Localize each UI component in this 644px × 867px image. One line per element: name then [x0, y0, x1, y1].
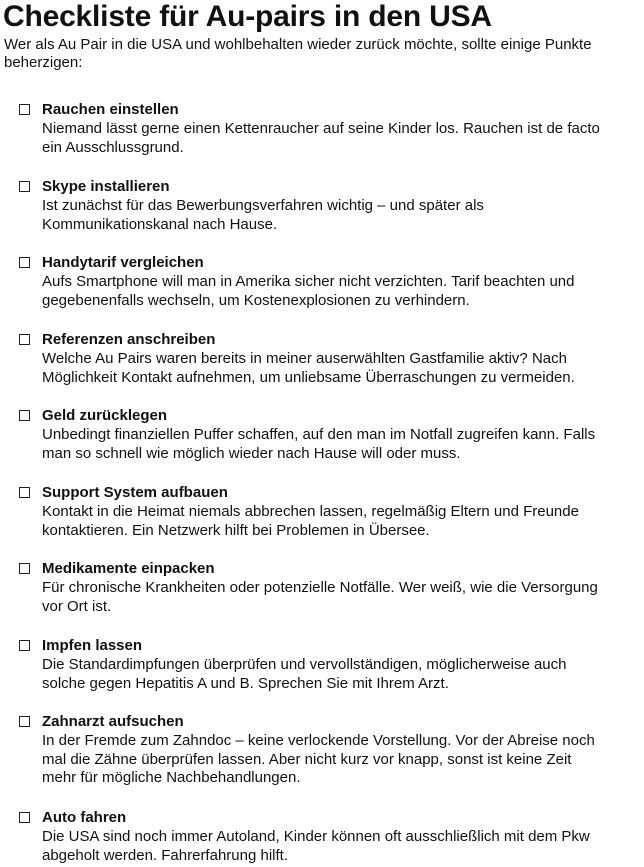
- checkbox[interactable]: [19, 257, 30, 268]
- description-line: vor Ort ist.: [42, 597, 112, 615]
- item-title: Medikamente einpacken: [42, 560, 215, 577]
- description-line: Möglichkeit Kontakt aufnehmen, um unliebsame Überraschungen zu vermeiden.: [42, 368, 575, 386]
- item-title: Impfen lassen: [42, 637, 143, 654]
- description-line: Kommunikationskanal nach Hause.: [42, 215, 278, 233]
- description-line: abgeholt werden. Fahrerfahrung hilft.: [42, 846, 288, 864]
- checkbox[interactable]: [19, 104, 30, 115]
- intro-line: Wer als Au Pair in die USA und wohlbehalten wieder zurück möchte, sollte einige Punkte: [4, 36, 592, 53]
- item-description: [42, 350, 644, 387]
- checkbox[interactable]: [19, 640, 30, 651]
- item-title: Auto fahren: [42, 809, 127, 826]
- checkbox[interactable]: [19, 812, 30, 823]
- checkbox[interactable]: [19, 410, 30, 421]
- checkbox[interactable]: [19, 716, 30, 727]
- checkbox[interactable]: [19, 563, 30, 574]
- description-line: mehr für mögliche Nachbehandlungen.: [42, 769, 301, 786]
- item-description: [42, 120, 644, 157]
- description-line: kontaktieren. Ein Netzwerk hilft bei Problemen in Übersee.: [42, 521, 430, 539]
- checkbox[interactable]: [19, 334, 30, 345]
- description-line: ein Ausschlussgrund.: [42, 138, 184, 156]
- item-description: [42, 732, 644, 788]
- description-line: man so schnell wie möglich wieder nach Hause will oder muss.: [42, 444, 461, 462]
- item-title: Handytarif vergleichen: [42, 254, 204, 271]
- description-line: gegebenenfalls wechseln, um Kostenexplosionen zu verhindern.: [42, 291, 470, 309]
- item-title: Rauchen einstellen: [42, 101, 179, 118]
- item-title: Support System aufbauen: [42, 484, 228, 501]
- description-line: Kontakt in die Heimat niemals abbrechen lassen, regelmäßig Eltern und Freunde: [42, 503, 579, 520]
- item-description: [42, 503, 644, 540]
- item-description: [42, 197, 644, 234]
- item-title: Skype installieren: [42, 178, 170, 195]
- item-description: [42, 426, 644, 463]
- description-line: In der Fremde zum Zahndoc – keine verlockende Vorstellung. Vor der Abreise noch: [42, 732, 595, 749]
- description-line: Die Standardimpfungen überprüfen und vervollständigen, möglicherweise auch: [42, 656, 567, 673]
- page-title: Checkliste für Au-pairs in den USA: [3, 0, 492, 33]
- checkbox[interactable]: [19, 181, 30, 192]
- item-description: [42, 273, 644, 310]
- description-line: Für chronische Krankheiten oder potenzielle Notfälle. Wer weiß, wie die Versorgung: [42, 579, 598, 596]
- description-line: Die USA sind noch immer Autoland, Kinder können oft ausschließlich mit dem Pkw: [42, 828, 590, 845]
- item-description: [42, 656, 644, 693]
- description-line: Unbedingt finanziellen Puffer schaffen, auf den man im Notfall zugreifen kann. Falls: [42, 426, 596, 443]
- description-line: Niemand lässt gerne einen Kettenraucher auf seine Kinder los. Rauchen ist de facto: [42, 120, 600, 137]
- item-description: [42, 579, 644, 616]
- item-title: Zahnarzt aufsuchen: [42, 713, 184, 730]
- intro-line: beherzigen:: [4, 54, 83, 71]
- description-line: Aufs Smartphone will man in Amerika sicher nicht verzichten. Tarif beachten und: [42, 273, 575, 290]
- description-line: solche gegen Hepatitis A und B. Sprechen Sie mit Ihrem Arzt.: [42, 674, 449, 692]
- description-line: Ist zunächst für das Bewerbungsverfahren wichtig – und später als: [42, 197, 484, 214]
- item-title: Geld zurücklegen: [42, 407, 168, 424]
- item-description: [42, 828, 644, 865]
- description-line: Welche Au Pairs waren bereits in meiner auserwählten Gastfamilie aktiv? Nach: [42, 350, 567, 367]
- checkbox[interactable]: [19, 487, 30, 498]
- item-title: Referenzen anschreiben: [42, 331, 216, 348]
- description-line: mal die Zähne überprüfen lassen. Aber nicht kurz vor knapp, sonst ist keine Zeit: [42, 750, 572, 768]
